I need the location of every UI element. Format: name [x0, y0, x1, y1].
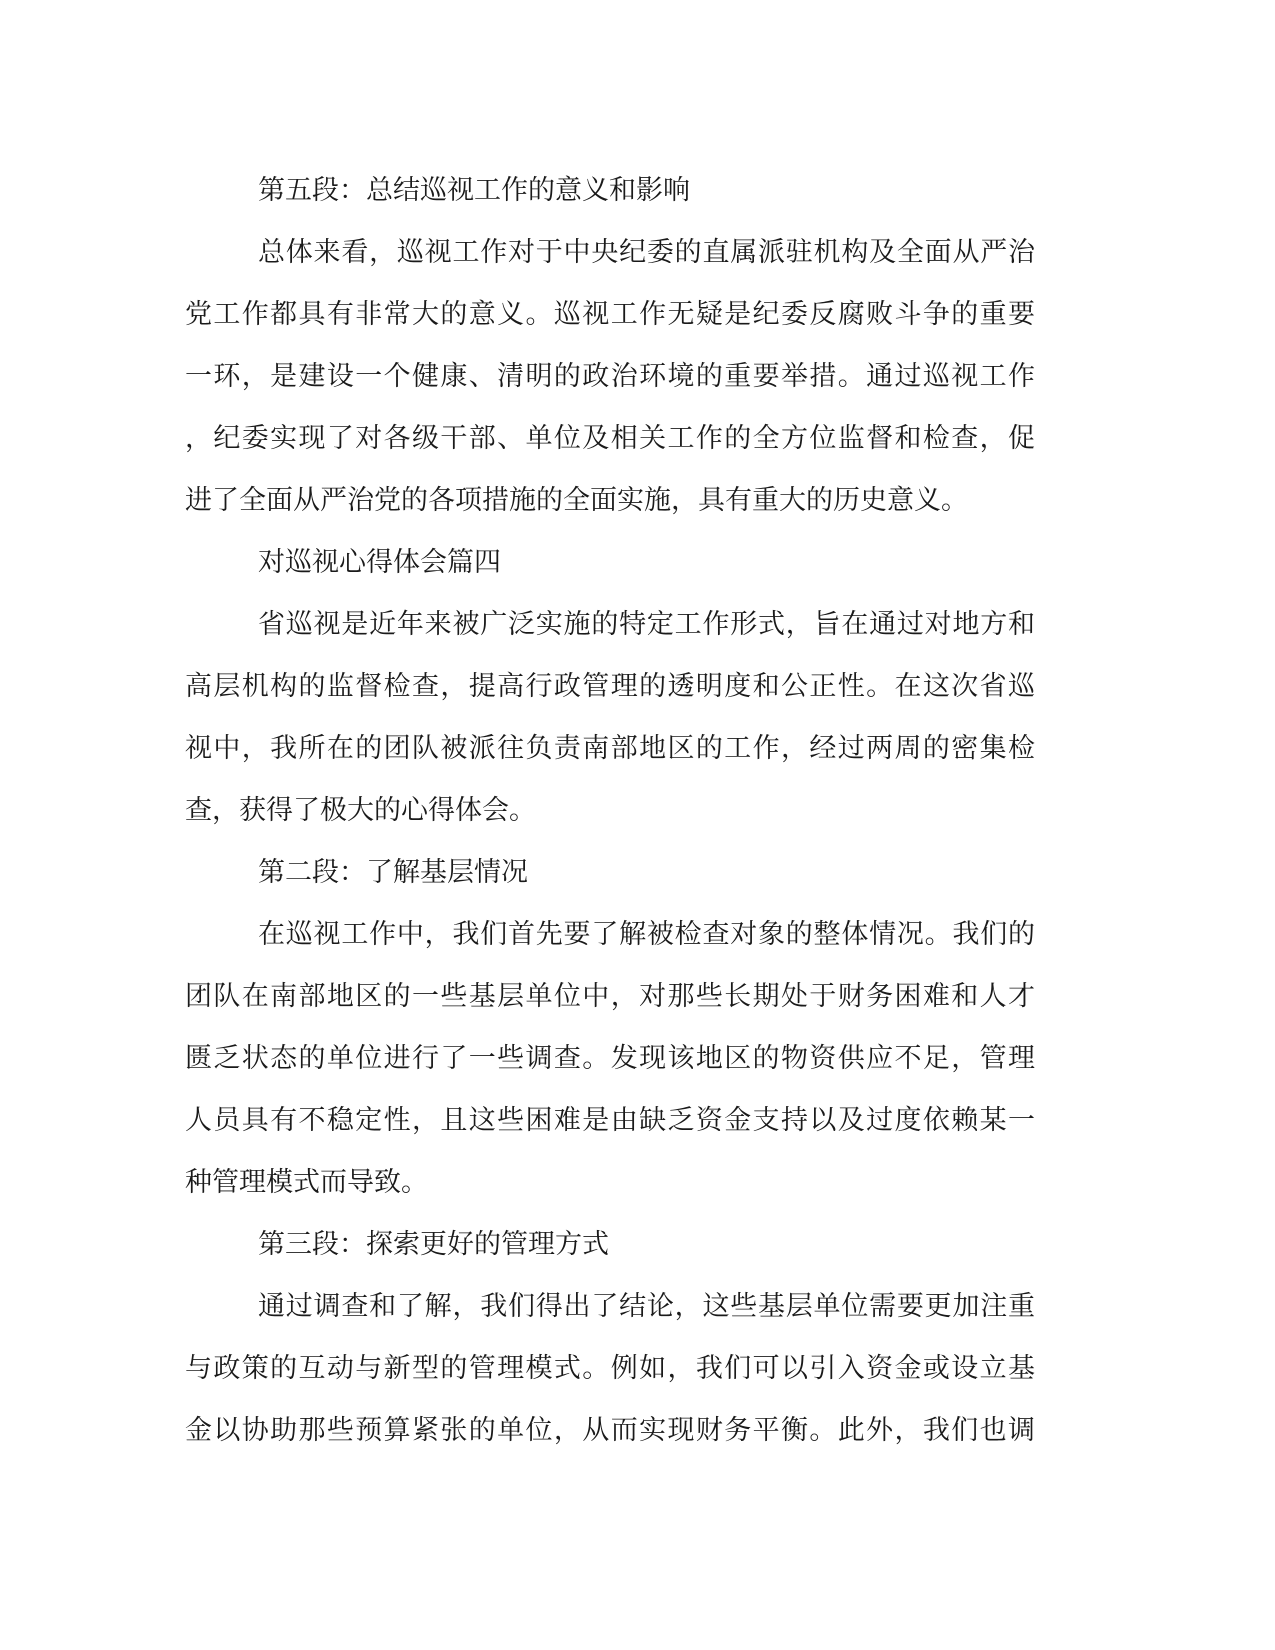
- paragraph-line: 总体来看，巡视工作对于中央纪委的直属派驻机构及全面从严治: [258, 237, 1035, 268]
- paragraph-line: 人员具有不稳定性，且这些困难是由缺乏资金支持以及过度依赖某一: [185, 1105, 1035, 1136]
- paragraph-line: 团队在南部地区的一些基层单位中，对那些长期处于财务困难和人才: [185, 981, 1035, 1012]
- paragraph-line: 种管理模式而导致。: [185, 1167, 428, 1198]
- paragraph-line: 一环，是建设一个健康、清明的政治环境的重要举措。通过巡视工作: [185, 361, 1035, 392]
- paragraph-line: 高层机构的监督检查，提高行政管理的透明度和公正性。在这次省巡: [185, 671, 1035, 702]
- paragraph-line: 匮乏状态的单位进行了一些调查。发现该地区的物资供应不足，管理: [185, 1043, 1035, 1074]
- section-heading: 第五段：总结巡视工作的意义和影响: [258, 175, 690, 206]
- paragraph-line: 通过调查和了解，我们得出了结论，这些基层单位需要更加注重: [258, 1291, 1035, 1322]
- section-heading: 第三段：探索更好的管理方式: [258, 1229, 609, 1260]
- paragraph-line: ，纪委实现了对各级干部、单位及相关工作的全方位监督和检查，促: [185, 423, 1035, 454]
- paragraph-line: 与政策的互动与新型的管理模式。例如，我们可以引入资金或设立基: [185, 1353, 1035, 1384]
- article-title: 对巡视心得体会篇四: [258, 547, 501, 578]
- paragraph-line: 视中，我所在的团队被派往负责南部地区的工作，经过两周的密集检: [185, 733, 1035, 764]
- paragraph-line: 查，获得了极大的心得体会。: [185, 795, 536, 826]
- section-heading: 第二段：了解基层情况: [258, 857, 528, 888]
- paragraph-line: 党工作都具有非常大的意义。巡视工作无疑是纪委反腐败斗争的重要: [185, 299, 1035, 330]
- paragraph-line: 省巡视是近年来被广泛实施的特定工作形式，旨在通过对地方和: [258, 609, 1035, 640]
- document-body: [185, 160, 1035, 1462]
- paragraph-line: 金以协助那些预算紧张的单位，从而实现财务平衡。此外，我们也调: [185, 1415, 1035, 1446]
- paragraph-line: 在巡视工作中，我们首先要了解被检查对象的整体情况。我们的: [258, 919, 1035, 950]
- paragraph-line: 进了全面从严治党的各项措施的全面实施，具有重大的历史意义。: [185, 485, 968, 516]
